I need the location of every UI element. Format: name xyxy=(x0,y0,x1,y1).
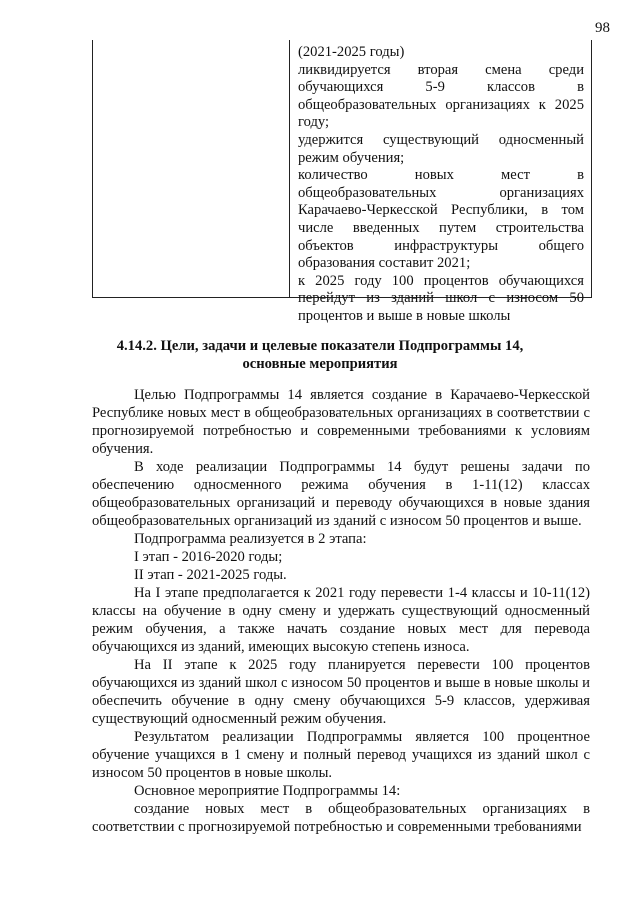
paragraph: Целью Подпрограммы 14 является создание в Карачаево-Черкесской Республике новых мест в общеобразовательных организациях в соответствии с прогнозируемой потребностью и современными требованиями к условиям обучения. xyxy=(92,387,590,457)
table-cell-line: количество новых мест в общеобразовательных организациях Карачаево-Черкесской Республики, в том числе введенных путем строительства объектов инфраструктуры общего образования составит 2021; xyxy=(298,167,584,272)
table-cell-line: к 2025 году 100 процентов обучающихся перейдут из зданий школ с износом 50 процентов и выше в новые школы xyxy=(298,272,584,324)
section-heading-line-2: основные мероприятия xyxy=(242,356,398,372)
paragraph: создание новых мест в общеобразовательных организациях в соответствии с прогнозируемой потребностью и современными требованиями xyxy=(92,801,590,835)
body-text xyxy=(92,386,590,836)
paragraph: Результатом реализации Подпрограммы является 100 процентное обучение учащихся в 1 смену и полный перевод учащихся из зданий школ с износом 50 процентов в новые школы. xyxy=(92,729,590,781)
table-cell-line: ликвидируется вторая смена среди обучающихся 5-9 классов в общеобразовательных организациях к 2025 году; xyxy=(298,61,584,131)
table-cell-line: (2021-2025 годы) xyxy=(298,44,405,60)
section-heading-line-1: 4.14.2. Цели, задачи и целевые показатели Подпрограммы 14, xyxy=(116,338,524,354)
table-cell-line: удержится существующий односменный режим обучения; xyxy=(298,131,584,166)
paragraph: Основное мероприятие Подпрограммы 14: xyxy=(134,783,401,799)
table xyxy=(92,40,592,324)
paragraph: II этап - 2021-2025 годы. xyxy=(134,567,287,583)
table-cell-text xyxy=(298,44,584,326)
paragraph: I этап - 2016-2020 годы; xyxy=(134,549,283,565)
table-column-divider xyxy=(289,40,290,297)
section-heading xyxy=(80,337,560,373)
paragraph: В ходе реализации Подпрограммы 14 будут решены задачи по обеспечению односменного режима обучения в 1-11(12) классах общеобразовательных организаций и переводу обучающихся в новые здания общеобразовательных организаций из зданий с износом 50 процентов и выше. xyxy=(92,459,590,529)
paragraph: На II этапе к 2025 году планируется перевести 100 процентов обучающихся из зданий школ с износом 50 процентов и выше в новые школы и обеспечить обучение в одну смену обучающихся 5-9 классов, удерживая существующий односменный режим обучения. xyxy=(92,657,590,727)
paragraph: Подпрограмма реализуется в 2 этапа: xyxy=(134,531,367,547)
page-number: 98 xyxy=(595,20,610,36)
paragraph: На I этапе предполагается к 2021 году перевести 1-4 классы и 10-11(12) классы на обучение в одну смену и удержать существующий односменный режим обучения, а также начать создание новых мест для перевода обучающихся из зданий, имеющих высокую степень износа. xyxy=(92,585,590,655)
